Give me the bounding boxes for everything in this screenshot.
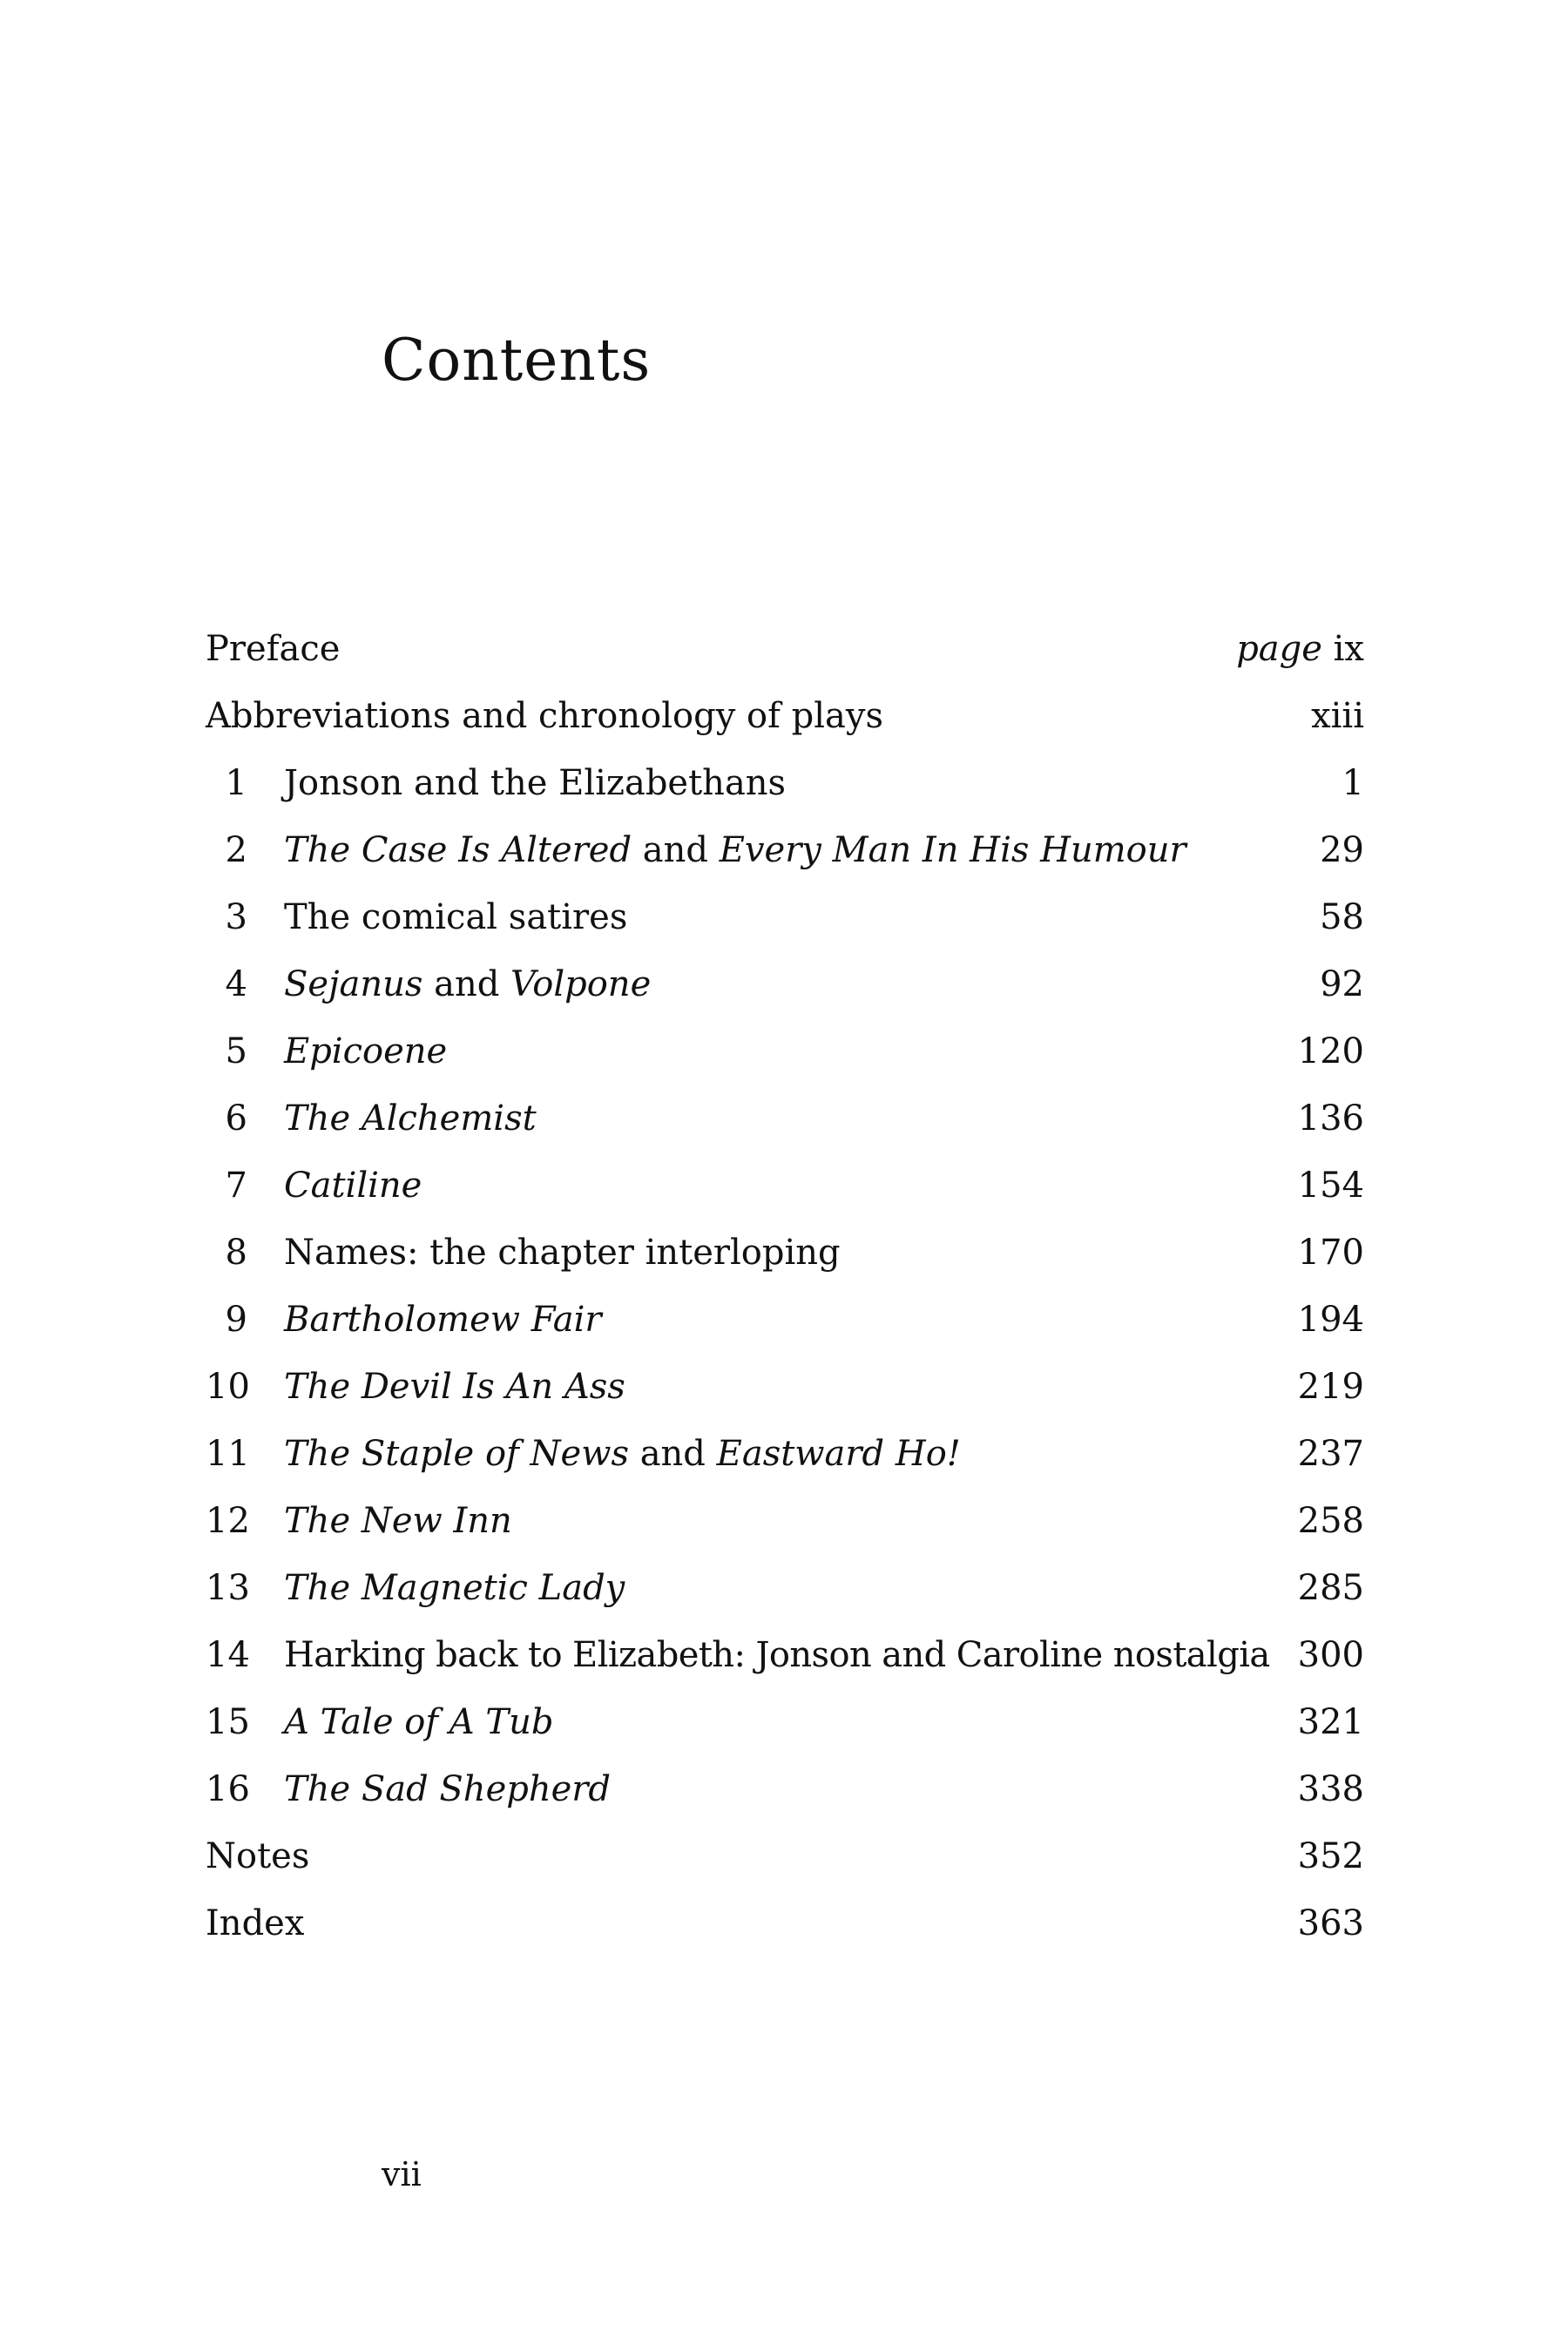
toc-entry-chapter-12[interactable] xyxy=(206,1495,1364,1547)
toc-entry-page: 300 xyxy=(1297,1635,1364,1675)
toc-entry-title: Epicoene xyxy=(284,1031,448,1071)
toc-entry-chapter-4[interactable] xyxy=(206,958,1364,1010)
toc-entry-page: 170 xyxy=(1297,1233,1364,1273)
toc-entry-title: The Magnetic Lady xyxy=(284,1568,625,1608)
title-joiner: and xyxy=(422,964,511,1004)
toc-entry-title: Harking back to Elizabeth: Jonson and Caroline nostalgia xyxy=(284,1635,1270,1675)
toc-entry-chapter-5[interactable] xyxy=(206,1025,1364,1078)
page-number: vii xyxy=(382,2155,422,2193)
toc-entry-index[interactable] xyxy=(206,1897,1364,1950)
toc-entry-page: xiii xyxy=(1311,696,1364,736)
toc-entry-page xyxy=(1236,623,1364,675)
toc-entry-chapter-3[interactable] xyxy=(206,891,1364,943)
chapter-number: 10 xyxy=(206,1367,250,1407)
toc-entry-title: A Tale of A Tub xyxy=(284,1702,554,1742)
toc-entry-page: 352 xyxy=(1297,1836,1364,1876)
play-title: Every Man In His Humour xyxy=(719,830,1186,870)
toc-entry-page: 237 xyxy=(1297,1434,1364,1474)
toc-entry-title: The comical satires xyxy=(284,897,628,937)
toc-entry-page: 136 xyxy=(1297,1098,1364,1139)
page-title: Contents xyxy=(382,327,652,394)
toc-entry-chapter-10[interactable] xyxy=(206,1361,1364,1413)
toc-entry-chapter-15[interactable] xyxy=(206,1696,1364,1748)
toc-entry-page: 92 xyxy=(1320,964,1364,1004)
toc-entry-abbreviations[interactable] xyxy=(206,690,1364,742)
toc-entry-title: Jonson and the Elizabethans xyxy=(284,763,787,803)
toc-entry-title: The Devil Is An Ass xyxy=(284,1367,625,1407)
chapter-number: 4 xyxy=(225,964,247,1004)
toc-entry-title xyxy=(284,824,1186,876)
play-title: The Case Is Altered xyxy=(284,830,632,870)
toc-entry-chapter-11[interactable] xyxy=(206,1428,1364,1480)
toc-entry-title: Preface xyxy=(206,629,341,669)
chapter-number: 12 xyxy=(206,1501,250,1541)
toc-entry-title: Names: the chapter interloping xyxy=(284,1233,841,1273)
toc-entry-page: 338 xyxy=(1297,1769,1364,1809)
toc-entry-page-number: ix xyxy=(1333,629,1364,669)
toc-entry-page: 29 xyxy=(1320,830,1364,870)
title-joiner: and xyxy=(632,830,720,870)
page-prefix: page xyxy=(1236,629,1322,669)
toc-entry-notes[interactable] xyxy=(206,1830,1364,1882)
toc-entry-title: The Alchemist xyxy=(284,1098,537,1139)
chapter-number: 11 xyxy=(206,1434,250,1474)
toc-entry-chapter-9[interactable] xyxy=(206,1294,1364,1346)
toc-entry-chapter-13[interactable] xyxy=(206,1562,1364,1614)
chapter-number: 2 xyxy=(225,830,247,870)
toc-entry-chapter-14[interactable] xyxy=(206,1629,1364,1681)
toc-entry-page: 154 xyxy=(1297,1166,1364,1206)
toc-entry-title: Catiline xyxy=(284,1166,422,1206)
toc-entry-page: 194 xyxy=(1297,1300,1364,1340)
toc-entry-chapter-16[interactable] xyxy=(206,1763,1364,1815)
chapter-number: 6 xyxy=(225,1098,247,1139)
toc-entry-chapter-1[interactable] xyxy=(206,757,1364,809)
toc-entry-chapter-2[interactable] xyxy=(206,824,1364,876)
toc-entry-page: 219 xyxy=(1297,1367,1364,1407)
title-joiner: and xyxy=(628,1434,717,1474)
toc-entry-page: 285 xyxy=(1297,1568,1364,1608)
toc-entry-page: 258 xyxy=(1297,1501,1364,1541)
toc-entry-page: 58 xyxy=(1320,897,1364,937)
play-title: Volpone xyxy=(510,964,652,1004)
toc-entry-chapter-8[interactable] xyxy=(206,1227,1364,1279)
toc-entry-page: 321 xyxy=(1297,1702,1364,1742)
play-title: Eastward Ho! xyxy=(716,1434,961,1474)
chapter-number: 13 xyxy=(206,1568,250,1608)
toc-entry-title xyxy=(284,1428,961,1480)
toc-entry-chapter-6[interactable] xyxy=(206,1092,1364,1145)
chapter-number: 1 xyxy=(225,763,247,803)
chapter-number: 16 xyxy=(206,1769,250,1809)
toc-entry-page: 363 xyxy=(1297,1903,1364,1943)
chapter-number: 5 xyxy=(225,1031,247,1071)
toc-entry-title: Notes xyxy=(206,1836,310,1876)
toc-entry-title: The Sad Shepherd xyxy=(284,1769,611,1809)
chapter-number: 7 xyxy=(225,1166,247,1206)
toc-entry-title: Abbreviations and chronology of plays xyxy=(206,696,883,736)
chapter-number: 15 xyxy=(206,1702,250,1742)
toc-entry-preface[interactable] xyxy=(206,623,1364,675)
play-title: Sejanus xyxy=(284,964,423,1004)
chapter-number: 3 xyxy=(225,897,247,937)
toc-entry-title: Bartholomew Fair xyxy=(284,1300,602,1340)
toc-entry-title: Index xyxy=(206,1903,305,1943)
chapter-number: 14 xyxy=(206,1635,250,1675)
toc-entry-page: 1 xyxy=(1342,763,1364,803)
chapter-number: 8 xyxy=(225,1233,247,1273)
play-title: The Staple of News xyxy=(284,1434,629,1474)
toc-entry-title xyxy=(284,958,651,1010)
toc-entry-title: The New Inn xyxy=(284,1501,512,1541)
toc-entry-chapter-7[interactable] xyxy=(206,1159,1364,1212)
toc-entry-page: 120 xyxy=(1297,1031,1364,1071)
chapter-number: 9 xyxy=(225,1300,247,1340)
